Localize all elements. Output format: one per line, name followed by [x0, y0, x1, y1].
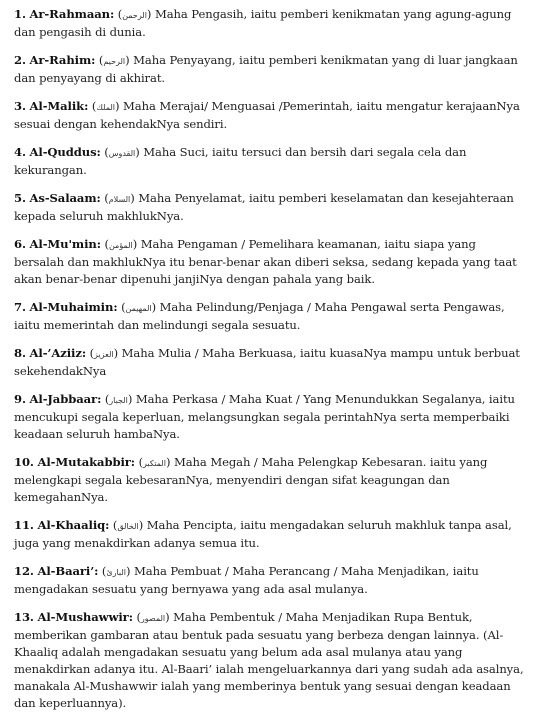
arabic-name: المصور	[140, 614, 166, 623]
list-item: 9. Al-Jabbaar: (الجبار) Maha Perkasa / Maha Kuat / Yang Menundukkan Segalanya, iaitu mencukupi segala keperluan, melangsungkan segala perintahNya serta memperbaiki keadaan seluruh hambaNya.	[14, 392, 515, 441]
item-number: 11.	[14, 518, 34, 532]
item-colon: :	[96, 191, 101, 205]
item-description: Maha Pengaman / Pemelihara keamanan, iaitu siapa yang bersalah dan makhlukNya itu benar-benar akan diberi seksa, sedang kepada yang taat akan benar-benar dipenuhi janjiNya dengan pahala yang baik.	[14, 237, 517, 286]
item-name: Al-Mutakabbir	[37, 455, 131, 469]
arabic-name: الرحيم	[103, 57, 126, 66]
item-number: 12.	[14, 564, 34, 578]
item-colon: :	[105, 518, 110, 532]
item-description: Maha Mulia / Maha Berkuasa, iaitu kuasaNya mampu untuk berbuat sekehendakNya	[14, 346, 520, 378]
list-item: 6. Al-Mu'min: (المؤمن) Maha Pengaman / Pemelihara keamanan, iaitu siapa yang bersalah dan makhlukNya itu benar-benar akan diberi seksa, sedang kepada yang taat akan benar-benar dipenuhi janjiNya dengan pahala yang baik.	[14, 237, 517, 286]
item-description: Maha Megah / Maha Pelengkap Kebesaran. iaitu yang melengkapi segala kebesaranNya, menyendiri dengan sifat keagungan dan kemegahanNya.	[14, 455, 488, 504]
list-item: 2. Ar-Rahim: (الرحيم) Maha Penyayang, iaitu pemberi kenikmatan yang di luar jangkaan dan penyayang di akhirat.	[14, 53, 518, 85]
item-name: Al-Malik	[29, 99, 85, 113]
item-name: Al-Mu'min	[29, 237, 97, 251]
item-number: 6.	[14, 237, 26, 251]
item-number: 1.	[14, 7, 26, 21]
list-item: 10. Al-Mutakabbir: (المتكبر) Maha Megah / Maha Pelengkap Kebesaran. iaitu yang melengkapi segala kebesaranNya, menyendiri dengan sifat keagungan dan kemegahanNya.	[14, 455, 488, 504]
arabic-name: البارئ	[106, 568, 126, 577]
item-name: Al-Muhaimin	[29, 300, 114, 314]
item-colon: :	[81, 346, 87, 360]
item-number: 2.	[14, 53, 26, 67]
item-description: Maha Pengasih, iaitu pemberi kenikmatan yang agung-agung dan pengasih di dunia.	[14, 7, 512, 39]
item-name: Al-Mushawwir	[37, 610, 129, 624]
item-number: 4.	[14, 145, 26, 159]
arabic-name: الخالق	[117, 522, 139, 531]
item-colon: :	[97, 392, 102, 406]
item-description: Maha Pembentuk / Maha Menjadikan Rupa Bentuk, memberikan gambaran atau bentuk pada sesuatu yang berbeza dengan lainnya. (Al-Khaaliq adalah mengadakan sesuatu yang belum ada asal mulanya atau yang menakdirkan adanya itu. Al-Baari’ ialah mengeluarkannya dari yang sudah ada asalnya, manakala Al-Mushawwir ialah yang memberinya bentuk yang sesuai dengan keadaan dan keperluannya).	[14, 610, 524, 710]
item-colon: :	[130, 455, 135, 469]
item-description: Maha Pelindung/Penjaga / Maha Pengawal serta Pengawas, iaitu memerintah dan melindungi segala sesuatu.	[14, 300, 505, 332]
arabic-name: الرحمن	[122, 11, 147, 20]
item-description: Maha Suci, iaitu tersuci dan bersih dari segala cela dan kekurangan.	[14, 145, 467, 177]
item-name: Al-Khaaliq	[37, 518, 106, 532]
list-item: 4. Al-Quddus: (القدوس) Maha Suci, iaitu tersuci dan bersih dari segala cela dan kekurangan.	[14, 145, 467, 177]
item-name: Al-’Aziiz	[29, 346, 82, 360]
list-item: 8. Al-’Aziiz: (العزيز) Maha Mulia / Maha Berkuasa, iaitu kuasaNya mampu untuk berbuat sekehendakNya	[14, 346, 520, 378]
item-number: 5.	[14, 191, 26, 205]
item-description: Maha Penyayang, iaitu pemberi kenikmatan yang di luar jangkaan dan penyayang di akhirat.	[14, 53, 518, 85]
item-number: 13.	[14, 610, 34, 624]
list-item: 5. As-Salaam: (السلام) Maha Penyelamat, iaitu pemberi keselamatan dan kesejahteraan kepada seluruh makhlukNya.	[14, 191, 514, 223]
item-number: 10.	[14, 455, 34, 469]
item-number: 8.	[14, 346, 26, 360]
item-name: Al-Jabbaar	[29, 392, 98, 406]
list-item: 11. Al-Khaaliq: (الخالق) Maha Pencipta, iaitu mengadakan seluruh makhluk tanpa asal, juga yang menakdirkan adanya semua itu.	[14, 518, 512, 550]
item-colon: :	[94, 564, 99, 578]
item-colon: :	[96, 237, 101, 251]
item-description: Maha Perkasa / Maha Kuat / Yang Menundukkan Segalanya, iaitu mencukupi segala keperluan, melangsungkan segala perintahNya serta memperbaiki keadaan seluruh hambaNya.	[14, 392, 515, 441]
item-name: Al-Baari’	[37, 564, 95, 578]
list-item: 12. Al-Baari’: (البارئ) Maha Pembuat / Maha Perancang / Maha Menjadikan, iaitu mengadakan sesuatu yang bernyawa yang ada asal mulanya.	[14, 564, 479, 596]
list-item: 13. Al-Mushawwir: (المصور) Maha Pembentuk / Maha Menjadikan Rupa Bentuk, memberikan gambaran atau bentuk pada sesuatu yang berbeza dengan lainnya. (Al-Khaaliq adalah mengadakan sesuatu yang belum ada asal mulanya atau yang menakdirkan adanya itu. Al-Baari’ ialah mengeluarkannya dari yang sudah ada asalnya, manakala Al-Mushawwir ialah yang memberinya bentuk yang sesuai dengan keadaan dan keperluannya).	[14, 610, 524, 710]
item-description: Maha Pencipta, iaitu mengadakan seluruh makhluk tanpa asal, juga yang menakdirkan adanya semua itu.	[14, 518, 512, 550]
item-number: 9.	[14, 392, 26, 406]
item-colon: :	[96, 145, 101, 159]
item-colon: :	[128, 610, 133, 624]
arabic-name: السلام	[108, 195, 131, 204]
item-name: Al-Quddus	[29, 145, 97, 159]
item-name: Ar-Rahim	[29, 53, 92, 67]
list-item: 7. Al-Muhaimin: (المهيمن) Maha Pelindung/Penjaga / Maha Pengawal serta Pengawas, iaitu memerintah dan melindungi segala sesuatu.	[14, 300, 505, 332]
list-item: 3. Al-Malik: (الملك) Maha Merajai/ Menguasai /Pemerintah, iaitu mengatur kerajaanNya sesuai dengan kehendakNya sendiri.	[14, 99, 520, 131]
item-description: Maha Merajai/ Menguasai /Pemerintah, iaitu mengatur kerajaanNya sesuai dengan kehendakNya sendiri.	[14, 99, 520, 131]
item-description: Maha Pembuat / Maha Perancang / Maha Menjadikan, iaitu mengadakan sesuatu yang bernyawa yang ada asal mulanya.	[14, 564, 479, 596]
item-colon: :	[84, 99, 89, 113]
item-colon: :	[91, 53, 96, 67]
item-name: As-Salaam	[29, 191, 97, 205]
item-name: Ar-Rahmaan	[29, 7, 110, 21]
arabic-name: العزيز	[94, 350, 114, 359]
item-number: 7.	[14, 300, 26, 314]
arabic-name: القدوس	[108, 149, 136, 158]
item-description: Maha Penyelamat, iaitu pemberi keselamatan dan kesejahteraan kepada seluruh makhlukNya.	[14, 191, 514, 223]
arabic-name: الملك	[96, 103, 115, 112]
arabic-name: المهيمن	[125, 304, 152, 313]
list-item: 1. Ar-Rahmaan: (الرحمن) Maha Pengasih, iaitu pemberi kenikmatan yang agung-agung dan pengasih di dunia.	[14, 7, 512, 39]
item-colon: :	[113, 300, 118, 314]
arabic-name: المتكبر	[143, 459, 166, 468]
arabic-name: الجبار	[109, 396, 128, 405]
item-colon: :	[109, 7, 115, 21]
item-number: 3.	[14, 99, 26, 113]
arabic-name: المؤمن	[108, 241, 133, 250]
